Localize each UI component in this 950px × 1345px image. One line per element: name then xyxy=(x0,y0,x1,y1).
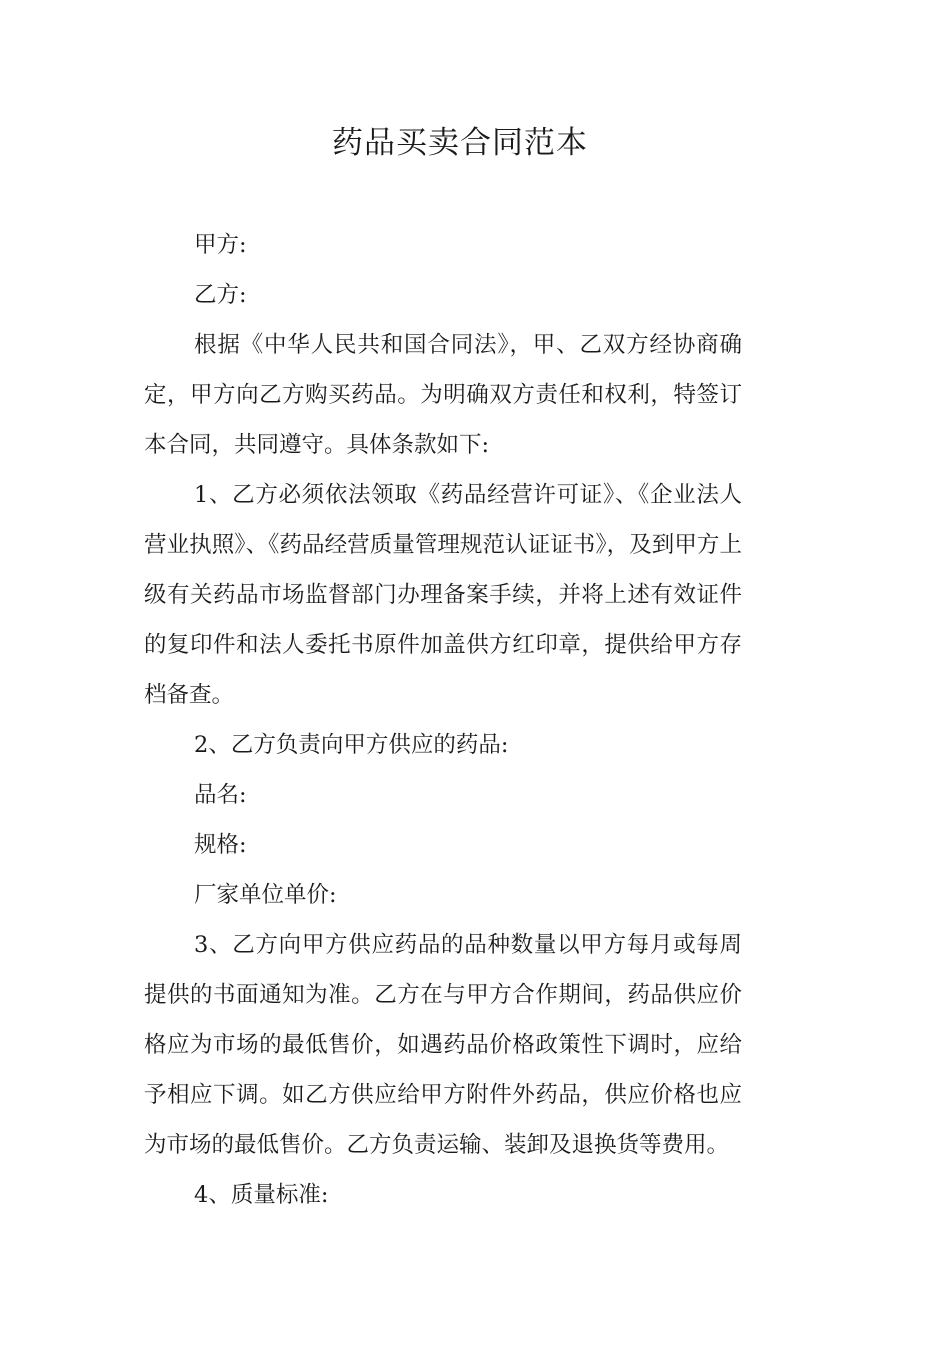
clause-3-paragraph: 3、乙方向甲方供应药品的品种数量以甲方每月或每周提供的书面通知为准。乙方在与甲方合作期间，药品供应价格应为市场的最低售价，如遇药品价格政策性下调时，应给予相应下调。如乙方供应给甲方附件外药品，供应价格也应为市场的最低售价。乙方负责运输、装卸及退换货等费用。 xyxy=(144,932,742,1158)
party-b-line: 乙方: xyxy=(194,282,247,308)
manufacturer-price-line: 厂家单位单价: xyxy=(194,882,337,908)
product-name-line: 品名: xyxy=(194,782,247,808)
preamble-paragraph: 根据《中华人民共和国合同法》，甲、乙双方经协商确定，甲方向乙方购买药品。为明确双方责任和权利，特签订本合同，共同遵守。具体条款如下: xyxy=(144,332,742,458)
party-a-line: 甲方: xyxy=(194,232,247,258)
document-body xyxy=(144,220,742,1220)
document-title: 药品买卖合同范本 xyxy=(332,125,588,161)
clause-1-paragraph: 1、乙方必须依法领取《药品经营许可证》、《企业法人营业执照》、《药品经营质量管理规范认证证书》，及到甲方上级有关药品市场监督部门办理备案手续，并将上述有效证件的复印件和法人委托书原件加盖供方红印章，提供给甲方存档备查。 xyxy=(144,482,742,708)
clause-4-paragraph: 4、质量标准: xyxy=(194,1182,329,1208)
specification-line: 规格: xyxy=(194,832,247,858)
clause-2-paragraph: 2、乙方负责向甲方供应的药品: xyxy=(194,732,509,758)
